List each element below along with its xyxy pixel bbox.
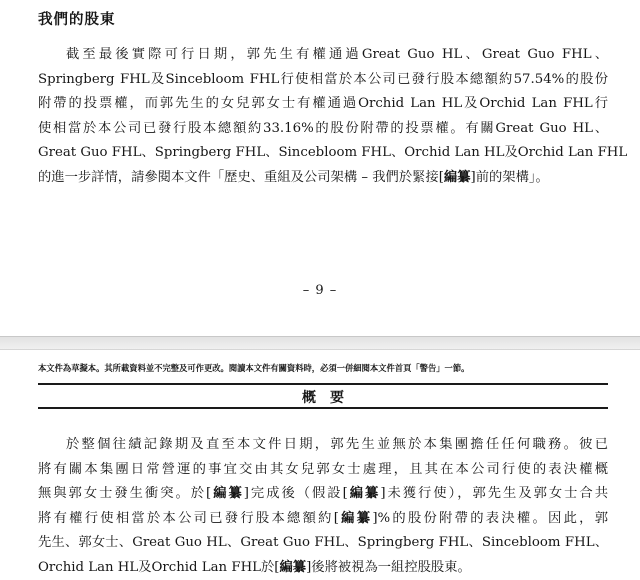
paragraph-line: 附帶的投票權，而郭先生的女兒郭女士有權通過Orchid Lan HL及Orchid Lan FHL行 bbox=[38, 92, 608, 117]
redacted-placeholder: 編纂 bbox=[211, 486, 244, 501]
paragraph-line: 截至最後實際可行日期，郭先生有權通過Great Guo HL、Great Guo FHL、 bbox=[38, 43, 608, 68]
shareholders-paragraph bbox=[38, 43, 608, 190]
text-segment: ]後將被視為一組控股股東。 bbox=[306, 560, 471, 575]
paragraph-line: 於整個往績記錄期及直至本文件日期，郭先生並無於本集團擔任任何職務。彼已 bbox=[38, 433, 608, 458]
paragraph-line: 先生、郭女士、Great Guo HL、Great Guo FHL、Springberg FHL、Sincebloom FHL、 bbox=[38, 531, 608, 556]
text-segment: ]完成後（假設[ bbox=[244, 486, 348, 501]
redacted-placeholder: 編纂 bbox=[279, 560, 306, 575]
text-segment: ]%的股份附帶的表決權。因此，郭 bbox=[372, 511, 608, 526]
summary-title-box bbox=[38, 383, 608, 409]
page-separator bbox=[0, 336, 640, 350]
draft-disclaimer: 本文件為草擬本。其所載資料並不完整及可作更改。閱讀本文件有關資料時，必須一併細閱本文件首頁「警告」一節。 bbox=[38, 362, 469, 374]
rule-bottom bbox=[38, 407, 608, 409]
paragraph-line: 將有關本集團日常營運的事宜交由其女兒郭女士處理，且其在本公司行使的表決權概 bbox=[38, 458, 608, 483]
paragraph-line: 使相當於本公司已發行股本總額約33.16%的股份附帶的投票權。有關Great Guo HL、 bbox=[38, 117, 608, 142]
redacted-placeholder: 編纂 bbox=[348, 486, 381, 501]
paragraph-line: Great Guo FHL、Springberg FHL、Sincebloom FHL、Orchid Lan HL及Orchid Lan FHL bbox=[38, 141, 608, 166]
page-number: – 9 – bbox=[0, 283, 640, 298]
paragraph-line: Springberg FHL及Sincebloom FHL行使相當於本公司已發行股本總額約57.54%的股份 bbox=[38, 68, 608, 93]
summary-title: 概要 bbox=[38, 387, 608, 407]
paragraph-line bbox=[38, 556, 608, 580]
paragraph-line bbox=[38, 166, 608, 191]
text-segment: 無與郭女士發生衝突。於[ bbox=[38, 486, 211, 501]
rule-top bbox=[38, 383, 608, 385]
text-segment: Orchid Lan HL及Orchid Lan FHL於[ bbox=[38, 560, 279, 575]
redacted-placeholder: 編纂 bbox=[444, 170, 471, 185]
text-segment: ]未獲行使），郭先生及郭女士合共 bbox=[380, 486, 608, 501]
paragraph-line bbox=[38, 482, 608, 507]
text-segment: 將有權行使相當於本公司已發行股本總額約[ bbox=[38, 511, 339, 526]
text-segment: 的進一步詳情，請參閱本文件「歷史、重組及公司架構 – 我們於緊接[ bbox=[38, 170, 444, 185]
section-heading: 我們的股東 bbox=[38, 8, 116, 29]
redacted-placeholder: 編纂 bbox=[339, 511, 372, 526]
summary-paragraph bbox=[38, 433, 608, 580]
text-segment: ]前的架構」。 bbox=[471, 170, 549, 185]
paragraph-line bbox=[38, 507, 608, 532]
